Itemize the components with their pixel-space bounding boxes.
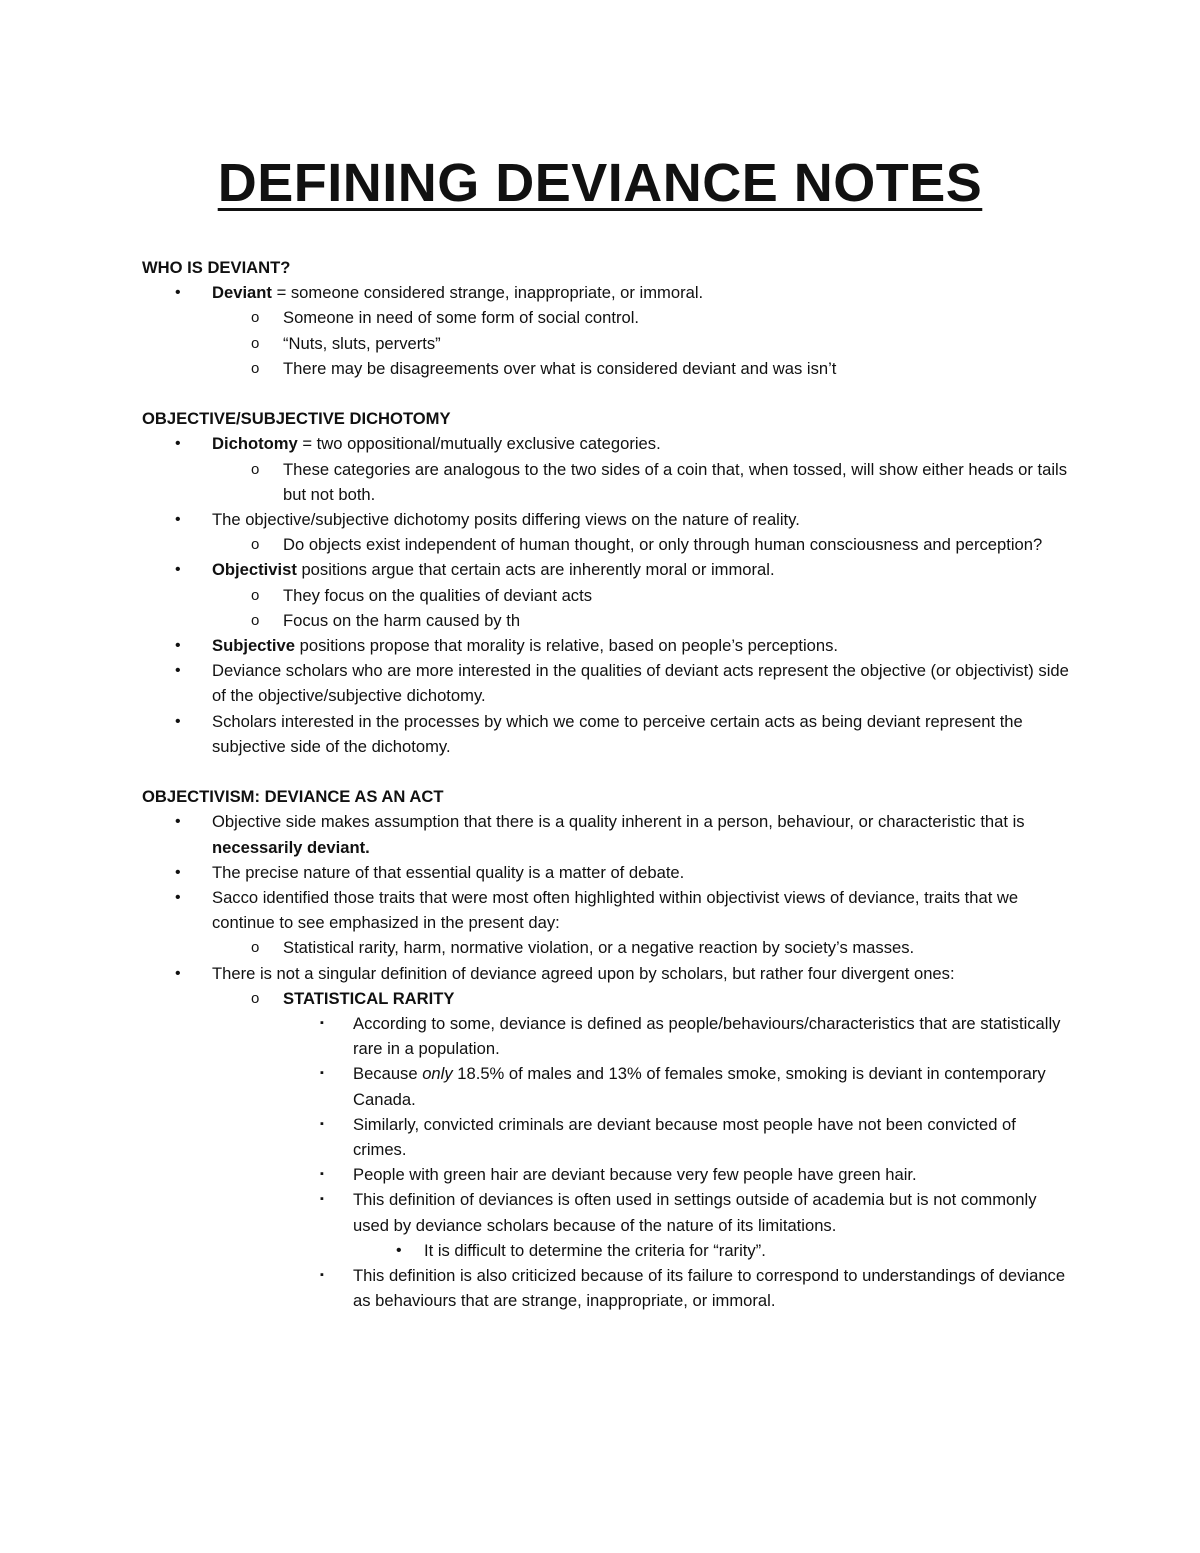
list-subitem [142, 608, 1072, 633]
term-deviant: Deviant [212, 283, 272, 303]
list-item [142, 860, 1072, 885]
square-bullet-icon: ▪ [320, 1269, 324, 1282]
list-item-text: They focus on the qualities of deviant acts [283, 585, 593, 605]
list-subsubitem [142, 1011, 1072, 1061]
page-title: DEFINING DEVIANCE NOTES [217, 153, 983, 213]
circle-bullet-icon: o [251, 989, 260, 1007]
circle-bullet-icon: o [251, 309, 260, 327]
circle-bullet-icon: o [251, 611, 260, 629]
list-item-text: These categories are analogous to the two sides of a coin that, when tossed, will show either heads or tails but not both. [283, 459, 1068, 504]
bullet-icon: • [175, 662, 181, 680]
circle-bullet-icon: o [251, 359, 260, 377]
list-subitem [142, 583, 1072, 608]
list-item [142, 961, 1072, 986]
list-item-text: This definition is also criticized because of its failure to correspond to understandings of deviance as behaviours that are strange, inappropriate, or immoral. [353, 1266, 1066, 1311]
square-bullet-icon: ▪ [320, 1168, 324, 1181]
list-subsubsubitem [142, 1238, 1072, 1263]
list-item-text: Because [353, 1064, 423, 1084]
list-subitem [142, 457, 1072, 507]
list-item-text: Someone in need of some form of social control. [283, 308, 640, 328]
list-item [142, 658, 1072, 708]
list-item-text: = two oppositional/mutually exclusive categories. [297, 434, 661, 454]
list-subsubitem [142, 1112, 1072, 1162]
list-item [142, 809, 1072, 859]
list-item-text: “Nuts, sluts, perverts” [283, 333, 441, 353]
list-item-text: positions propose that morality is relative, based on people’s perceptions. [295, 636, 839, 656]
list-item-text: Scholars interested in the processes by which we come to perceive certain acts as being deviant represent the subjective side of the dichotomy. [212, 711, 1023, 756]
bullet-icon: • [175, 889, 181, 907]
list-item-text: 18.5% of males and 13% of females smoke, smoking is deviant in contemporary Canada. [353, 1064, 1046, 1109]
list-subsubitem [142, 1061, 1072, 1111]
list-item-text: = someone considered strange, inappropriate, or immoral. [271, 283, 704, 303]
bullet-icon: • [175, 511, 181, 529]
list-item [142, 431, 1072, 456]
list-item [142, 507, 1072, 532]
list-subitem [142, 305, 1072, 330]
list-item-text: Objective side makes assumption that there is a quality inherent in a person, behaviour, or characteristic that is [212, 812, 1025, 832]
list-item-text: There is not a singular definition of deviance agreed upon by scholars, but rather four divergent ones: [212, 963, 955, 983]
section-heading-who-is-deviant: WHO IS DEVIANT? [142, 258, 291, 277]
list-item [142, 280, 1072, 305]
list-item-text: Statistical rarity, harm, normative violation, or a negative reaction by society’s masses. [283, 938, 915, 958]
term-dichotomy: Dichotomy [212, 434, 298, 454]
bullet-icon: • [175, 863, 181, 881]
bullet-icon: • [175, 712, 181, 730]
list-item-text: According to some, deviance is defined as people/behaviours/characteristics that are statistically rare in a population. [353, 1014, 1061, 1059]
list-item-text: Sacco identified those traits that were most often highlighted within objectivist views of deviance, traits that we continue to see emphasized in the present day: [212, 888, 1019, 933]
list-subsubitem [142, 1162, 1072, 1187]
term-subjective: Subjective [212, 636, 296, 656]
section-spacer [142, 381, 1072, 406]
list-item-text: Similarly, convicted criminals are deviant because most people have not been convicted of crimes. [353, 1114, 1016, 1160]
list-subsubitem [142, 1263, 1072, 1313]
circle-bullet-icon: o [251, 939, 260, 957]
square-bullet-icon: ▪ [320, 1117, 324, 1130]
list-subitem [142, 935, 1072, 960]
list-item-text: The objective/subjective dichotomy posits differing views on the nature of reality. [212, 510, 800, 530]
list-item-text: It is difficult to determine the criteria for “rarity”. [424, 1240, 766, 1260]
square-bullet-icon: ▪ [320, 1067, 324, 1080]
bullet-icon: • [175, 435, 181, 453]
section-heading-dichotomy: OBJECTIVE/SUBJECTIVE DICHOTOMY [142, 409, 451, 429]
list-item-text: There may be disagreements over what is considered deviant and was isn’t [283, 358, 837, 378]
document-body [142, 255, 1072, 1314]
list-subitem [142, 532, 1072, 557]
circle-bullet-icon: o [251, 536, 260, 554]
list-subitem [142, 986, 1072, 1011]
list-subitem [142, 331, 1072, 356]
section-heading-objectivism: OBJECTIVISM: DEVIANCE AS AN ACT [142, 787, 444, 807]
section-spacer [142, 759, 1072, 784]
circle-bullet-icon: o [251, 334, 260, 352]
bullet-icon: • [175, 637, 181, 655]
list-item-text: positions argue that certain acts are inherently moral or immoral. [296, 560, 775, 580]
list-subsubitem [142, 1187, 1072, 1237]
bullet-icon: • [175, 964, 181, 982]
list-item-text: Do objects exist independent of human thought, or only through human consciousness and perception? [283, 535, 1043, 555]
square-bullet-icon: ▪ [320, 1017, 324, 1030]
list-item-text: Deviance scholars who are more interested in the qualities of deviant acts represent the objective (or objectivist) side of the objective/subjective dichotomy. [212, 661, 1069, 706]
list-item [142, 557, 1072, 582]
circle-bullet-icon: o [251, 586, 260, 604]
emphasis-necessarily-deviant: necessarily deviant. [212, 837, 370, 857]
emphasis-only: only [422, 1064, 453, 1084]
list-item [142, 709, 1072, 759]
bullet-icon: • [175, 813, 181, 831]
subheading-statistical-rarity: STATISTICAL RARITY [283, 988, 455, 1008]
list-subitem [142, 356, 1072, 381]
list-item-text: People with green hair are deviant because very few people have green hair. [353, 1165, 917, 1185]
list-item-text: The precise nature of that essential quality is a matter of debate. [212, 862, 685, 882]
list-item [142, 885, 1072, 935]
circle-bullet-icon: o [251, 460, 260, 478]
list-item-text: Focus on the harm caused by th [283, 610, 521, 630]
square-bullet-icon: ▪ [320, 1193, 324, 1206]
bullet-icon: • [396, 1241, 402, 1259]
bullet-icon: • [175, 284, 181, 302]
bullet-icon: • [175, 561, 181, 579]
list-item-text: This definition of deviances is often used in settings outside of academia but is not commonly used by deviance scholars because of the nature of its limitations. [353, 1190, 1037, 1235]
list-item [142, 633, 1072, 658]
term-objectivist: Objectivist [212, 560, 297, 580]
